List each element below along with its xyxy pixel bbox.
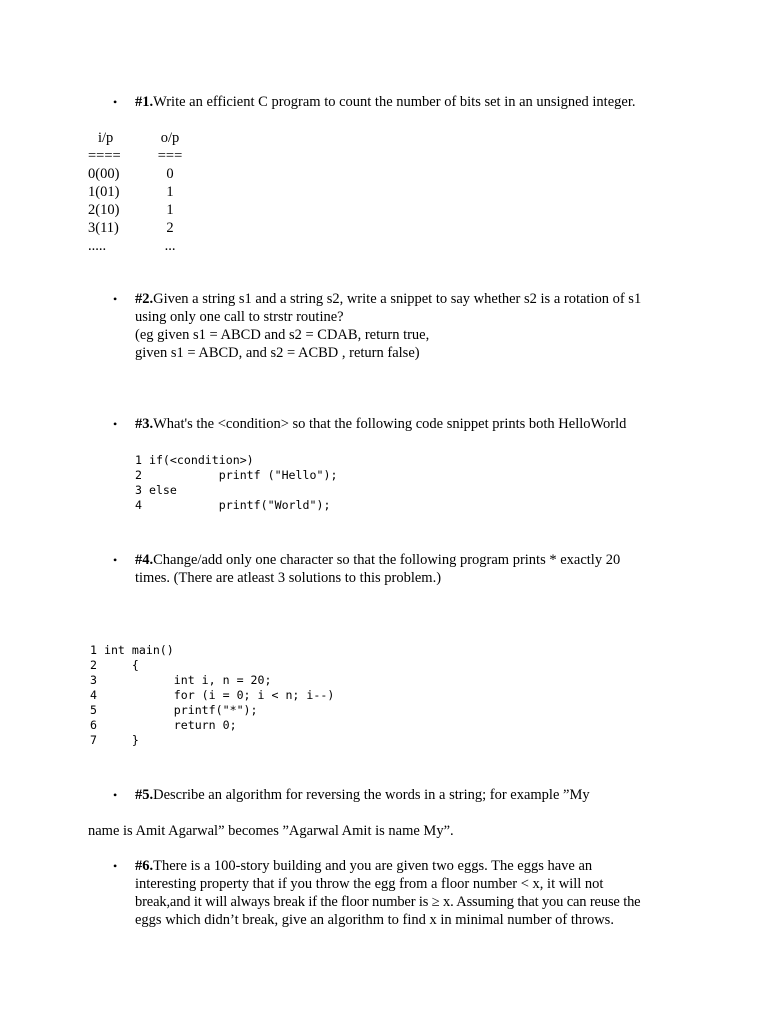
bullet-icon: • [113,417,118,431]
table-cell: 1(01) [88,184,120,200]
question-text: Given a string s1 and a string s2, write a snippet to say whether s2 is a rotation of s1 [153,291,642,307]
table-separator-row [88,147,185,165]
bullet-icon: • [113,95,118,109]
question-text: Change/add only one character so that the following program prints * exactly 20 [153,552,621,568]
table-row [88,201,185,219]
question-line: break,and it will always break if the floor number is ≥ x. Assuming that you can reuse the [135,894,641,910]
code-snippet-2: 1 int main() 2 { 3 int i, n = 20; 4 for (i = 0; i < n; i--) 5 printf("*"); 6 return 0; 7 } [90,643,335,747]
question-5-body [135,786,695,804]
question-line: times. (There are atleast 3 solutions to this problem.) [135,570,442,586]
bullet-icon: • [113,292,118,306]
bullet-icon: • [113,859,118,873]
table-cell: 3(11) [88,220,119,236]
table-cell: 1 [166,184,174,200]
separator: === [157,148,183,164]
question-2-body [135,290,695,362]
bullet-icon: • [113,788,118,802]
question-line: given s1 = ABCD, and s2 = ACBD , return false) [135,345,420,361]
question-text: There is a 100-story building and you are given two eggs. The eggs have an [153,858,593,874]
bit-count-table [88,129,185,255]
table-header-row [88,129,185,147]
question-number: #1. [135,94,154,110]
table-cell: ..... [88,238,107,254]
table-cell: 0(00) [88,166,120,182]
question-line [135,290,695,308]
question-text: Write an efficient C program to count the number of bits set in an unsigned integer. [153,94,636,110]
question-line [135,857,715,875]
column-header: i/p [98,130,114,146]
question-text: Describe an algorithm for reversing the words in a string; for example ”My [153,787,590,803]
table-cell: 0 [166,166,174,182]
question-line [135,551,695,569]
table-cell: 2 [166,220,174,236]
question-number: #2. [135,291,154,307]
question-5-continuation: name is Amit Agarwal” becomes ”Agarwal Amit is name My”. [88,823,454,839]
question-1-body [135,93,695,111]
question-line: interesting property that if you throw the egg from a floor number < x, it will not [135,876,604,892]
question-line: (eg given s1 = ABCD and s2 = CDAB, return true, [135,327,430,343]
question-6-body [135,857,715,929]
question-text: What's the <condition> so that the following code snippet prints both HelloWorld [153,416,627,432]
column-header: o/p [160,130,180,146]
table-row [88,165,185,183]
question-line: eggs which didn’t break, give an algorithm to find x in minimal number of throws. [135,912,614,928]
separator: ==== [88,148,121,164]
question-number: #6. [135,858,154,874]
table-row [88,183,185,201]
question-number: #4. [135,552,154,568]
question-line: using only one call to strstr routine? [135,309,344,325]
question-3-body [135,415,695,433]
table-cell: ... [164,238,176,254]
table-cell: 1 [166,202,174,218]
table-cell: 2(10) [88,202,120,218]
code-snippet-1: 1 if(<condition>) 2 printf ("Hello"); 3 else 4 printf("World"); [135,453,338,512]
question-number: #5. [135,787,154,803]
table-row [88,237,185,255]
table-row [88,219,185,237]
question-number: #3. [135,416,154,432]
question-4-body [135,551,695,587]
bullet-icon: • [113,553,118,567]
